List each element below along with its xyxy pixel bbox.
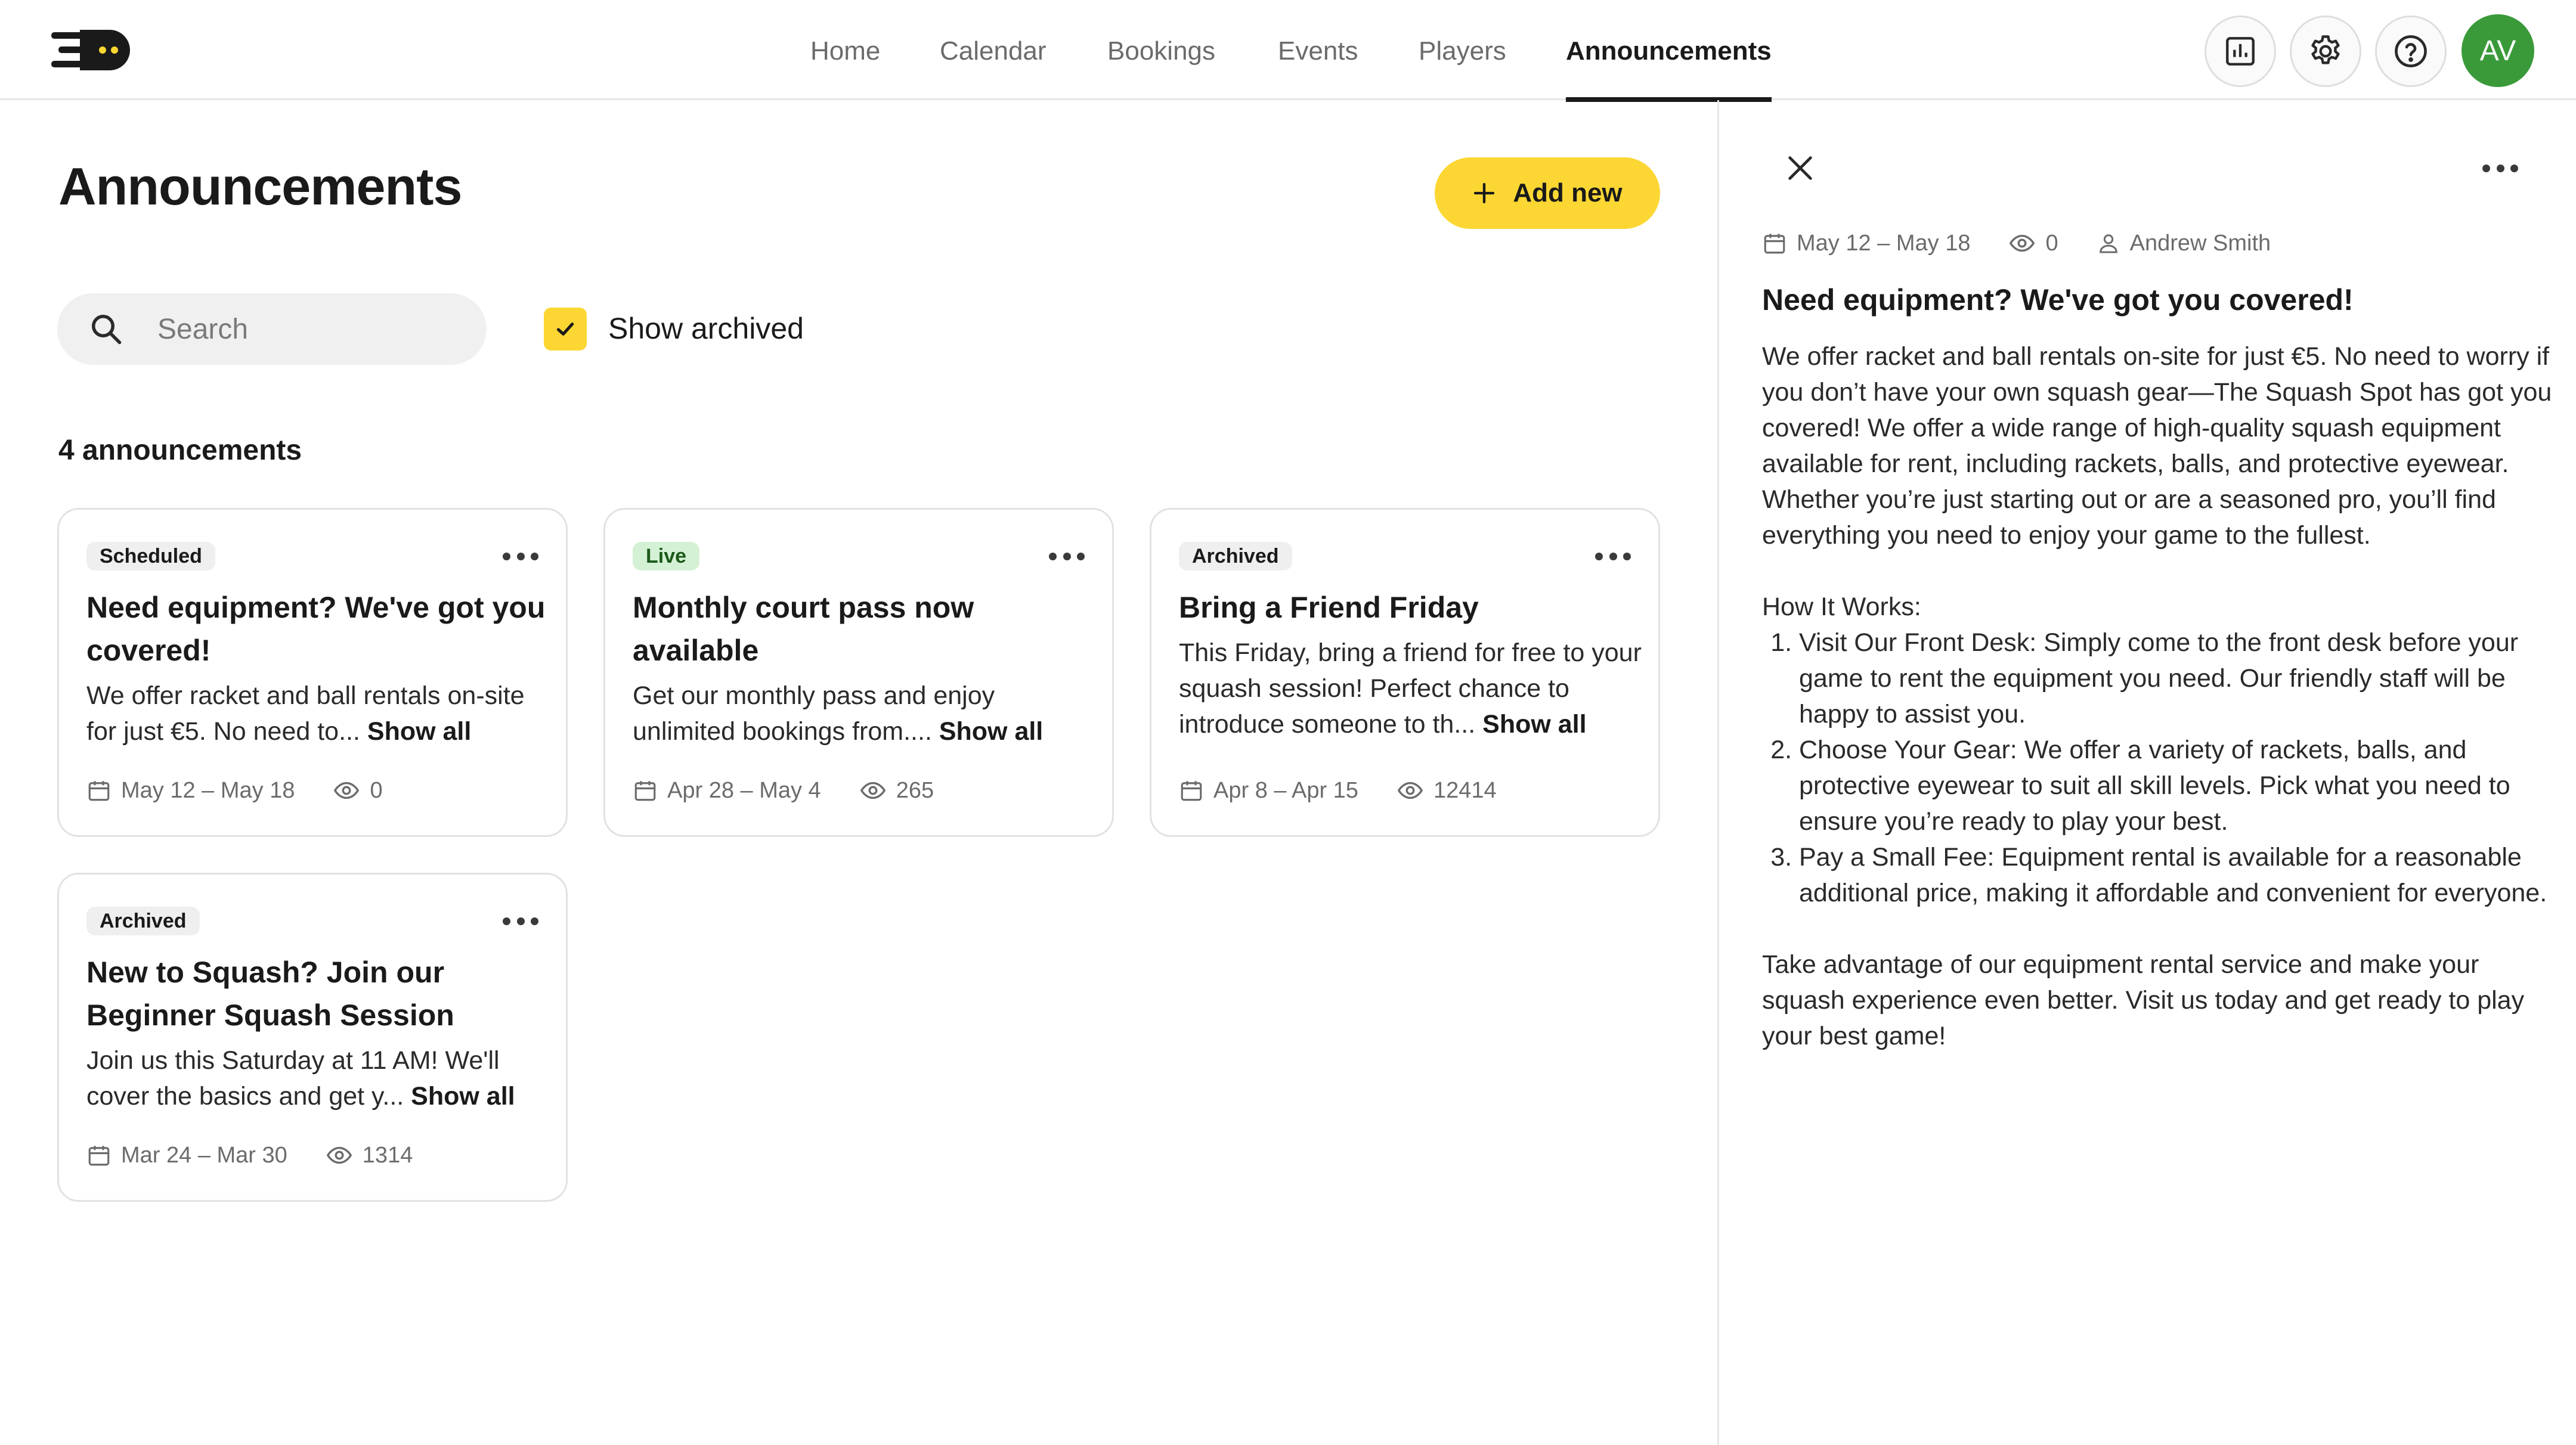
card-dates: Mar 24 – Mar 30	[121, 1142, 287, 1168]
calendar-icon	[86, 778, 112, 803]
user-icon	[2097, 231, 2120, 255]
show-archived-label[interactable]: Show archived	[608, 312, 804, 345]
show-all-link[interactable]: Show all	[1482, 710, 1587, 739]
show-archived-checkbox[interactable]	[544, 308, 587, 351]
card-views: 1314	[362, 1142, 413, 1168]
status-badge: Archived	[1179, 542, 1292, 570]
add-new-button[interactable]	[1435, 157, 1660, 229]
help-button[interactable]	[2375, 15, 2447, 87]
announcement-count: 4 announcements	[58, 435, 302, 466]
calendar-icon	[633, 778, 658, 803]
calendar-icon	[86, 1143, 112, 1168]
card-meta	[633, 776, 934, 805]
nav-events[interactable]: Events	[1278, 36, 1358, 66]
card-views: 12414	[1433, 777, 1497, 803]
panel-views: 0	[2045, 230, 2058, 256]
card-dates: Apr 28 – May 4	[667, 777, 821, 803]
add-new-label: Add new	[1513, 178, 1623, 207]
announcement-card[interactable]	[57, 873, 568, 1202]
card-meta	[86, 776, 383, 805]
bar-chart-icon	[2223, 34, 2258, 69]
more-options-icon[interactable]	[503, 549, 538, 563]
card-title: Need equipment? We've got you covered!	[86, 591, 546, 667]
card-dates: May 12 – May 18	[121, 777, 295, 803]
search-box	[57, 293, 487, 365]
card-title: New to Squash? Join our Beginner Squash Session	[86, 956, 454, 1032]
show-all-link[interactable]: Show all	[411, 1082, 515, 1111]
announcement-card[interactable]	[603, 508, 1114, 837]
panel-step: 3. Pay a Small Fee: Equipment rental is available for a reasonable additional price, making it affordable and convenient for everyone.	[1799, 839, 2555, 911]
nav-players[interactable]: Players	[1419, 36, 1506, 66]
nav-home[interactable]: Home	[810, 36, 881, 66]
card-views: 0	[370, 777, 383, 803]
panel-step: 1. Visit Our Front Desk: Simply come to the front desk before your game to rent the equipment you need. Our friendly staff will be happy to assist you.	[1799, 625, 2555, 732]
card-excerpt	[86, 1043, 558, 1114]
card-excerpt	[86, 678, 558, 749]
announcement-card[interactable]	[57, 508, 568, 837]
more-options-icon[interactable]	[1049, 549, 1085, 563]
eye-icon	[326, 1142, 353, 1169]
panel-meta	[1762, 227, 2271, 260]
panel-intro: We offer racket and ball rentals on-site for just €5. No need to worry if you don’t have your own squash gear—The Squash Spot has got you covered! We offer a wide range of high-quality squash equipment available for rent, including rackets, balls, and protective eyewear. Whether you’re just starting out or are a seasoned pro, you’ll find everything you need to enjoy your game to the fullest.	[1762, 342, 2552, 550]
panel-outro: Take advantage of our equipment rental service and make your squash experience even better. Visit us today and get ready to play your best game!	[1762, 950, 2525, 1050]
nav-calendar[interactable]: Calendar	[940, 36, 1046, 66]
panel-how-heading: How It Works:	[1762, 593, 1921, 621]
card-excerpt	[633, 678, 1104, 749]
check-icon	[553, 317, 577, 341]
announcement-card[interactable]	[1150, 508, 1660, 837]
card-excerpt	[1179, 635, 1650, 742]
card-excerpt-text: We offer racket and ball rentals on-site for just €5. No need to...	[86, 681, 525, 746]
card-meta	[86, 1140, 413, 1170]
card-title: Monthly court pass now available	[633, 591, 974, 667]
announcement-detail-panel	[1717, 100, 2576, 1445]
close-button[interactable]	[1779, 147, 1822, 190]
gear-icon	[2307, 33, 2344, 70]
card-excerpt-text: This Friday, bring a friend for free to your squash session! Perfect chance to introduce someone to th...	[1179, 638, 1642, 739]
card-views: 265	[896, 777, 934, 803]
status-badge: Live	[633, 542, 699, 570]
panel-step: 2. Choose Your Gear: We offer a variety of rackets, balls, and protective eyewear to suit all skill levels. Pick what you need to ensure you’re ready to play your best.	[1799, 732, 2555, 839]
more-options-icon[interactable]	[1595, 549, 1631, 563]
panel-steps	[1762, 625, 2555, 911]
search-icon	[88, 311, 124, 347]
panel-dates: May 12 – May 18	[1797, 230, 1971, 256]
settings-button[interactable]	[2290, 15, 2361, 87]
more-options-icon[interactable]	[503, 914, 538, 928]
eye-icon	[2008, 230, 2036, 257]
card-excerpt-text: Get our monthly pass and enjoy unlimited bookings from....	[633, 681, 995, 746]
eye-icon	[333, 777, 360, 804]
calendar-icon	[1762, 231, 1787, 256]
nav-announcements[interactable]: Announcements	[1566, 0, 1772, 100]
reports-button[interactable]	[2205, 15, 2276, 87]
eye-icon	[859, 777, 887, 804]
panel-body	[1762, 339, 2555, 1054]
show-all-link[interactable]: Show all	[939, 717, 1044, 746]
close-icon	[1785, 153, 1816, 184]
calendar-icon	[1179, 778, 1204, 803]
card-dates: Apr 8 – Apr 15	[1213, 777, 1358, 803]
panel-title: Need equipment? We've got you covered!	[1762, 283, 2354, 317]
search-input[interactable]	[157, 308, 467, 351]
panel-author: Andrew Smith	[2129, 230, 2271, 256]
status-badge: Scheduled	[86, 542, 215, 570]
eye-icon	[1397, 777, 1424, 804]
card-title: Bring a Friend Friday	[1179, 591, 1479, 624]
main-nav	[0, 0, 2576, 100]
plus-icon	[1472, 181, 1496, 205]
card-excerpt-text: Join us this Saturday at 11 AM! We'll cover the basics and get y...	[86, 1046, 500, 1111]
show-all-link[interactable]: Show all	[367, 717, 472, 746]
avatar[interactable]: AV	[2462, 14, 2534, 87]
page-title: Announcements	[58, 157, 462, 216]
card-meta	[1179, 776, 1497, 805]
status-badge: Archived	[86, 907, 200, 935]
nav-bookings[interactable]: Bookings	[1107, 36, 1216, 66]
more-options-icon[interactable]	[2482, 161, 2518, 175]
top-bar	[0, 0, 2576, 100]
help-icon	[2392, 33, 2429, 70]
